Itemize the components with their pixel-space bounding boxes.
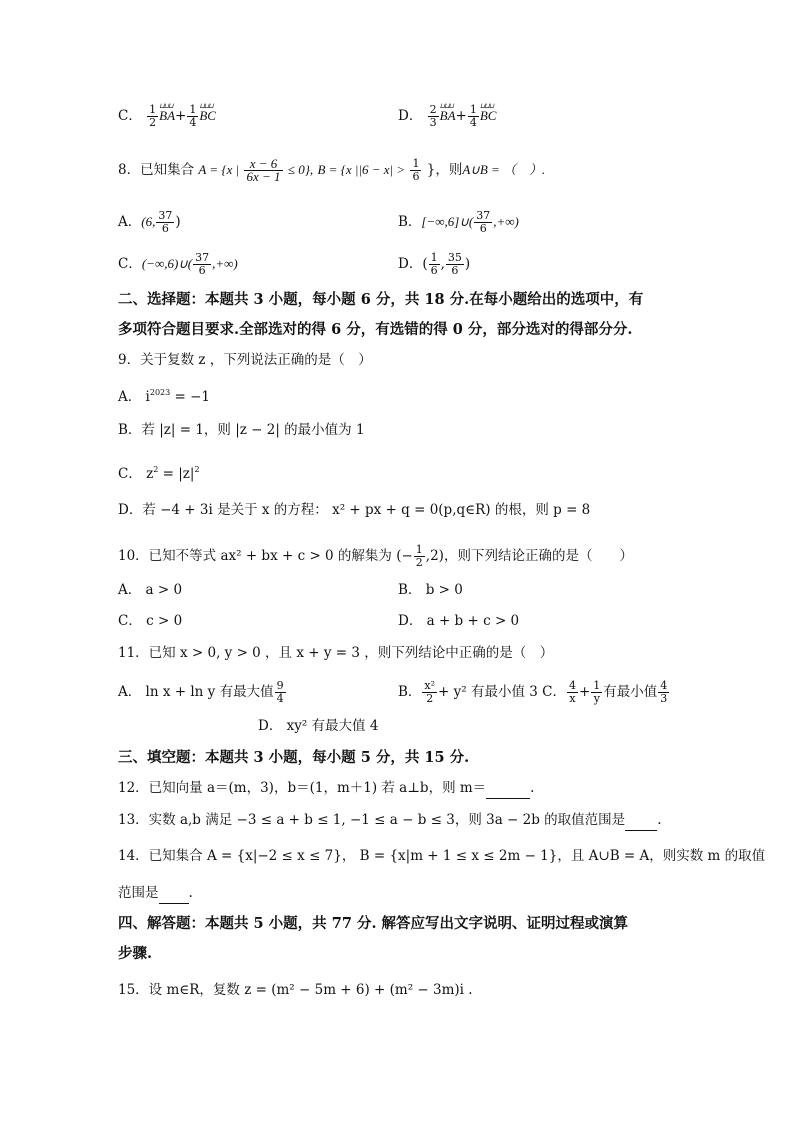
fraction: $\frac{1}{4}$ xyxy=(189,103,197,129)
fraction: $\frac{1}{4}$ xyxy=(469,103,477,129)
fraction: $\frac{37}{6}$ xyxy=(158,209,173,235)
q10-option-a: A． a > 0 xyxy=(118,582,183,598)
q9-option-a: A． $i^{2023} = -1$ xyxy=(118,388,211,405)
fraction: $\frac{37}{6}$ xyxy=(195,251,210,277)
q8-stem: 8．已知集合 A = {x | $\frac{x - 6}{6x - 1}$ ≤ 0}, B = {x ||6 − x| > $\frac{1}{6}$ }，则A∪B = （ ）. xyxy=(118,156,546,184)
fraction: $\frac{35}{6}$ xyxy=(447,251,462,277)
vector: ⊔⊔⊔ BA xyxy=(440,106,456,126)
q7-option-c: C． $\frac{1}{2}$ ⊔⊔⊔ BA+ $\frac{1}{4}$ ⊔⊔⊔ BC xyxy=(118,104,216,129)
q11-stem: 11．已知 x > 0, y > 0 ，且 x + y = 3 ，则下列结论中正确的是（ ） xyxy=(118,645,554,661)
q10-option-d: D． a + b + c > 0 xyxy=(398,613,520,629)
fraction: $\frac{\text{x²}}{2}$ xyxy=(424,679,436,705)
fraction: $\frac{1}{2}$ xyxy=(415,543,423,569)
fraction: $\frac{4}{x}$ xyxy=(568,679,576,705)
vector: ⊔⊔⊔ BC xyxy=(199,106,216,126)
q9-option-c: C． $z^2 = |z|^2$ xyxy=(118,465,200,482)
q15: 15．设 m∈R，复数 z = (m² − 5m + 6) + (m² − 3m)i . xyxy=(118,982,473,998)
fraction: $\frac{2}{3}$ xyxy=(429,103,437,129)
q9-option-d: D．若 −4 + 3i 是关于 x 的方程： x² + px + q = 0(p,q∈R) 的根，则 p = 8 xyxy=(118,502,591,518)
q11-option-a: A． ln x + ln y 有最大值 $\frac{9}{4}$ xyxy=(118,679,284,705)
q9-stem: 9．关于复数 z ，下列说法正确的是（ ） xyxy=(118,352,372,368)
q10-option-c: C． c > 0 xyxy=(118,613,183,629)
section-4-heading-line2: 步骤. xyxy=(118,945,153,962)
fraction: $\frac{4}{3}$ xyxy=(660,679,668,705)
q8-option-d: D．( $\frac{1}{6}$ , $\frac{35}{6}$ ) xyxy=(398,251,471,277)
q10-option-b: B． b > 0 xyxy=(398,582,463,598)
answer-blank[interactable] xyxy=(486,778,530,799)
q8-option-c: C．(−∞,6)∪( $\frac{37}{6}$ ,+∞) xyxy=(118,251,238,277)
fraction: $\frac{1}{2}$ xyxy=(149,103,157,129)
vector: ⊔⊔⊔ BA xyxy=(159,106,175,126)
fraction: $\frac{1}{6}$ xyxy=(430,251,438,277)
answer-blank[interactable] xyxy=(625,810,657,831)
q10-stem: 10．已知不等式 ax² + bx + c > 0 的解集为 (− $\frac{1}{2}$ ,2)，则下列结论正确的是（ ） xyxy=(118,543,633,569)
q14-line1: 14．已知集合 A = {x|−2 ≤ x ≤ 7}， B = {x|m + 1 ≤ x ≤ 2m − 1}，且 A∪B = A，则实数 m 的取值 xyxy=(118,848,766,864)
vector: ⊔⊔⊔ BC xyxy=(480,106,497,126)
section-4-heading-line1: 四、解答题：本题共 5 小题，共 77 分. 解答应写出文字说明、证明过程或演算 xyxy=(118,915,629,932)
q7-option-d: D． $\frac{2}{3}$ ⊔⊔⊔ BA+ $\frac{1}{4}$ ⊔⊔⊔ BC xyxy=(398,104,496,129)
fraction: $\frac{x - 6}{6x - 1}$ xyxy=(246,156,281,184)
q8-option-a: A．(6, $\frac{37}{6}$ ) xyxy=(118,209,181,235)
q9-option-b: B．若 |z| = 1，则 |z − 2| 的最小值为 1 xyxy=(118,422,365,438)
fraction: $\frac{1}{6}$ xyxy=(412,157,420,183)
q11-option-d: D． xy² 有最大值 4 xyxy=(258,718,379,734)
fraction: $\frac{37}{6}$ xyxy=(476,209,491,235)
section-3-heading: 三、填空题：本题共 3 小题，每小题 5 分，共 15 分. xyxy=(118,749,470,766)
section-2-heading-line1: 二、选择题：本题共 3 小题，每小题 6 分，共 18 分.在每小题给出的选项中，有 xyxy=(118,291,644,308)
fraction: $\frac{9}{4}$ xyxy=(276,679,284,705)
q13: 13．实数 a,b 满足 −3 ≤ a + b ≤ 1, −1 ≤ a − b ≤ 3，则 3a − 2b 的取值范围是 . xyxy=(118,810,661,831)
section-2-heading-line2: 多项符合题目要求.全部选对的得 6 分，有选错的得 0 分，部分选对的得部分分. xyxy=(118,321,633,338)
q12: 12．已知向量 a＝(m，3)，b＝(1，m＋1) 若 a⊥b，则 m＝ . xyxy=(118,778,534,799)
q11-option-b-c: B． $\frac{\text{x²}}{2}$ + y² 有最小值 3 C． $\frac{4}{x}$ + $\frac{1}{y}$ 有最小值 $\frac{4}{3}$ xyxy=(398,679,668,705)
q14-line2: 范围是 . xyxy=(118,883,193,904)
fraction: $\frac{1}{y}$ xyxy=(593,679,601,705)
answer-blank[interactable] xyxy=(159,883,189,904)
q8-option-b: B．[−∞,6]∪( $\frac{37}{6}$ ,+∞) xyxy=(398,209,519,235)
